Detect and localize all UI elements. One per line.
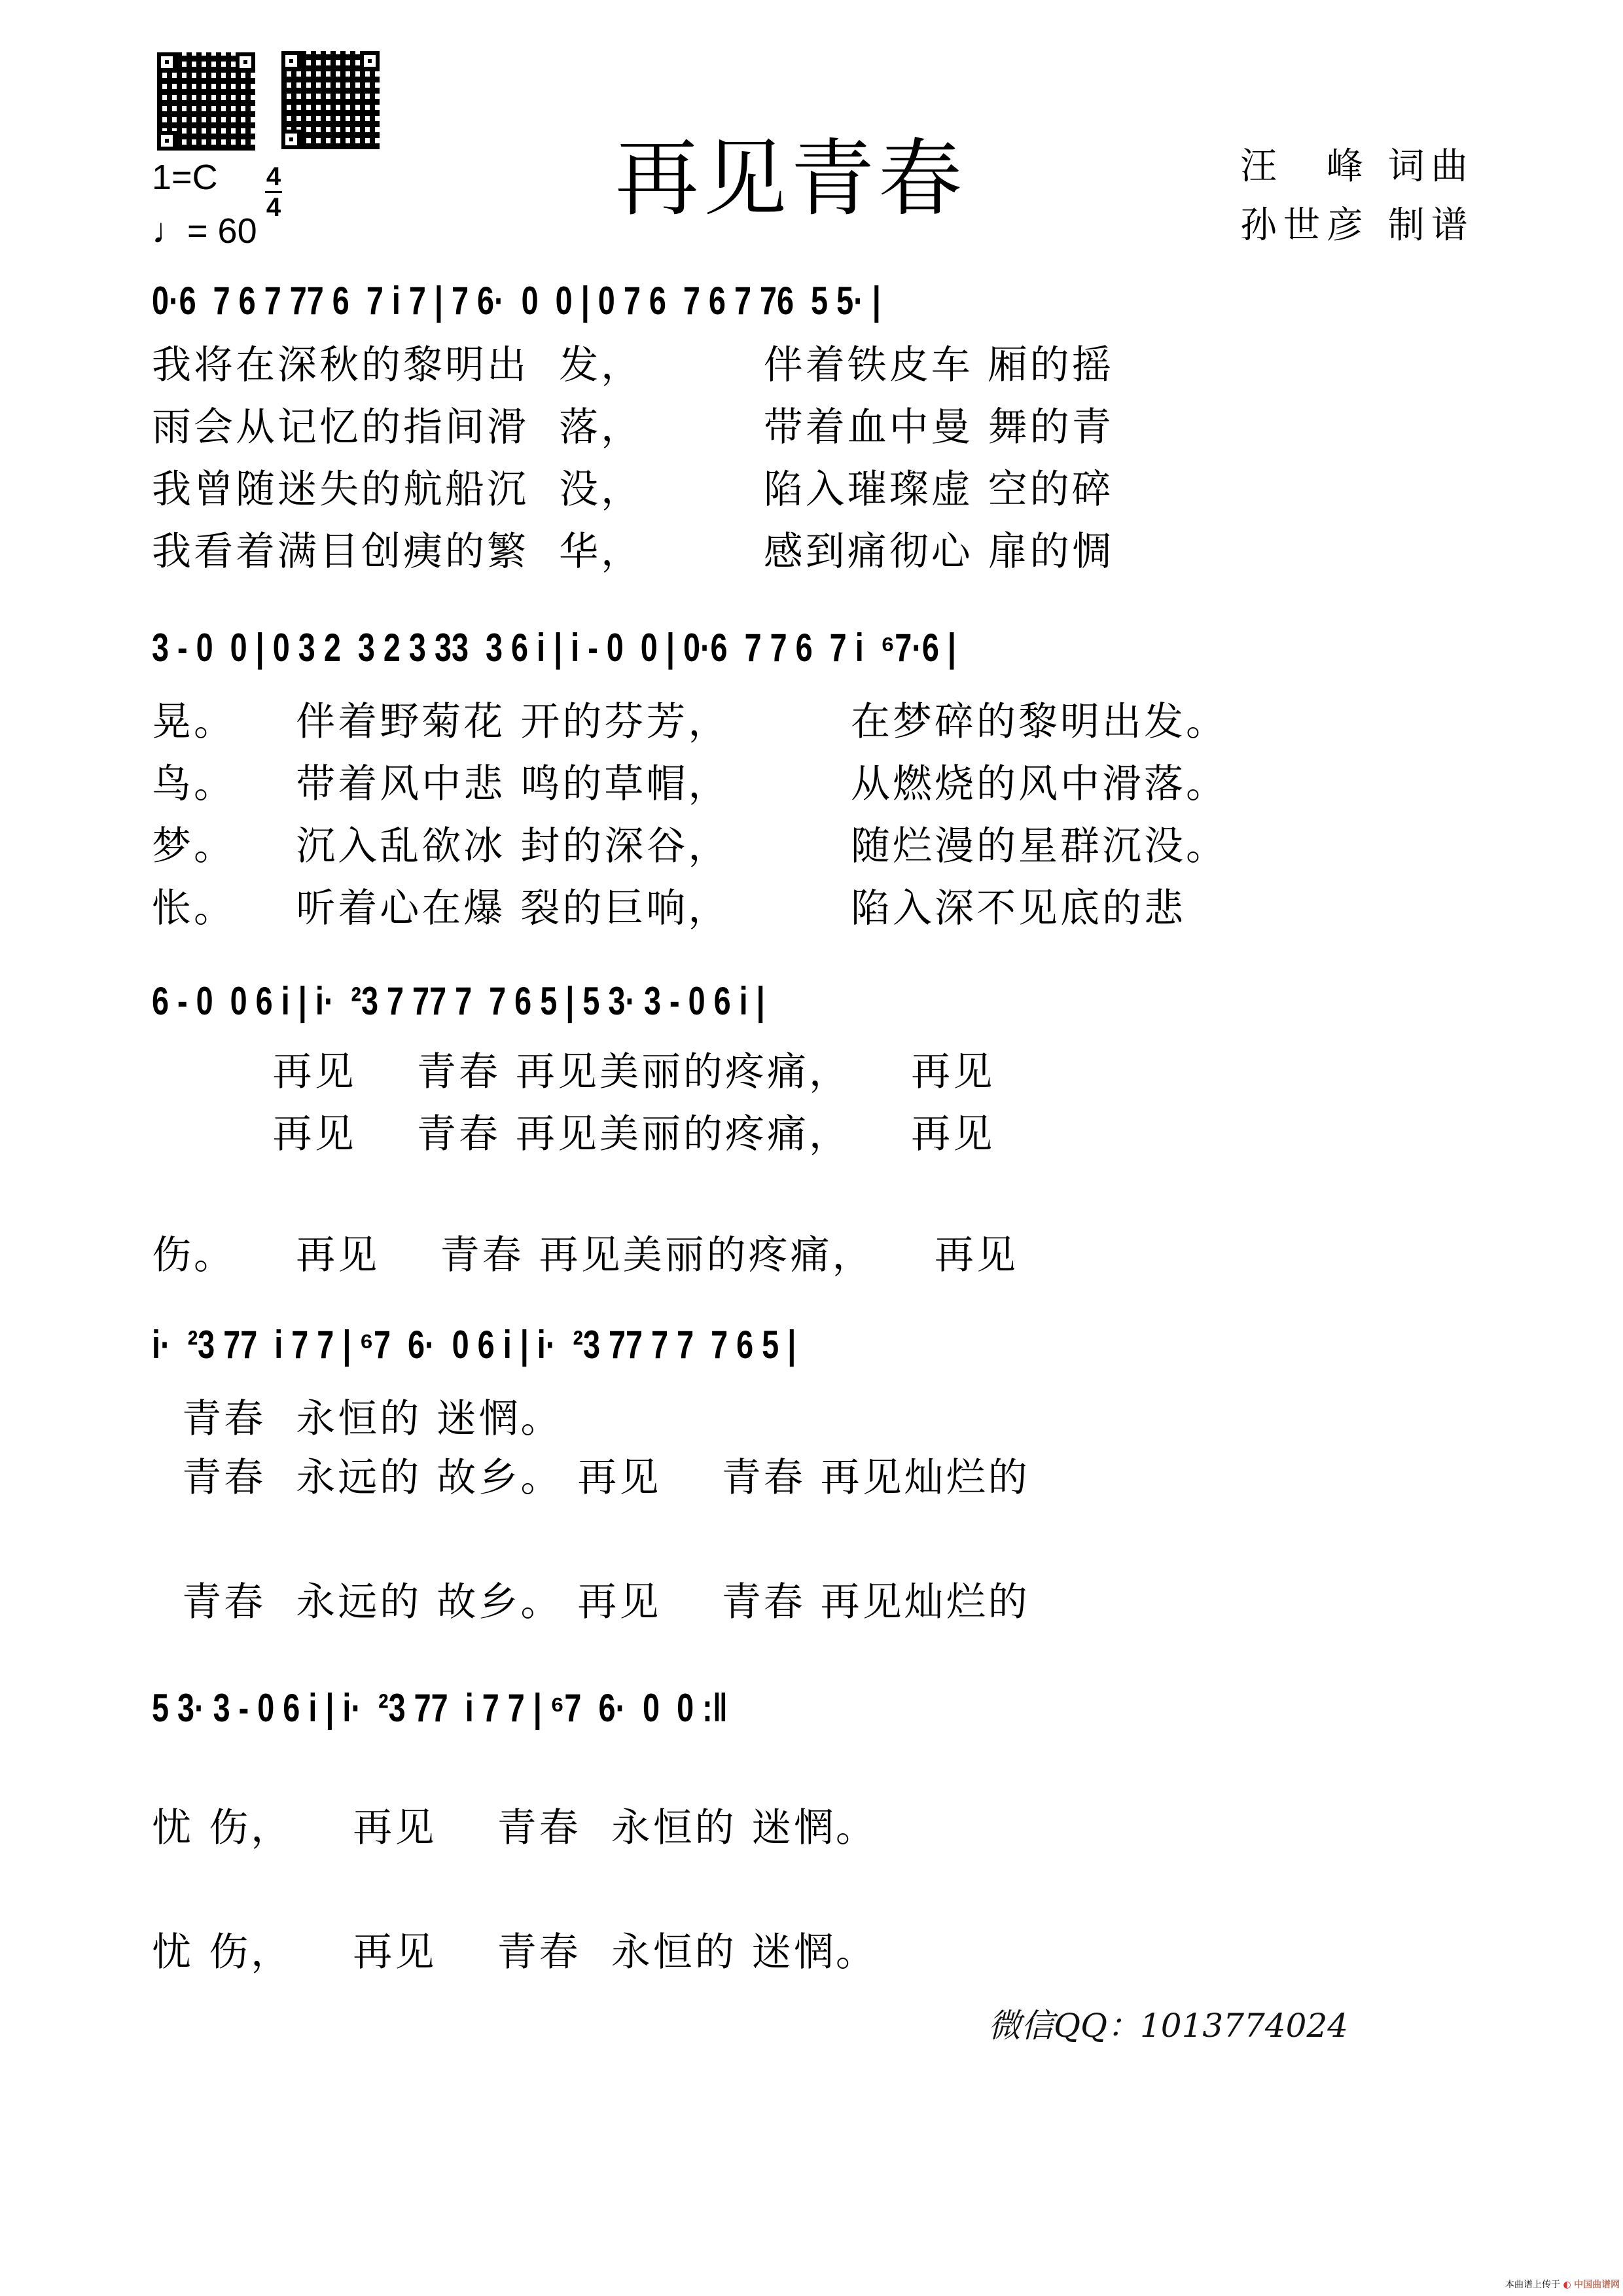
lyric-line: 我将在深秋的黎明出 发， 伴着铁皮车 厢的摇 <box>152 342 1114 388</box>
notation-text: 5 3· 3 - 0 6 i | i· ²3 77 i 7 7 | ⁶7 6· 0 0 :‖ <box>152 1686 728 1730</box>
footer-upload-note <box>1505 2278 1620 2291</box>
lyric-line: 怅。 听着心在爆 裂的巨响， 陷入深不见底的悲 <box>152 886 1186 931</box>
qr-code-right <box>281 51 380 149</box>
lyric-line: 再见 青春 再见美丽的疼痛， 再见 <box>152 1111 995 1157</box>
lyric-line: 忧 伤， 再见 青春 永恒的 迷惘。 <box>152 1929 878 1975</box>
lyric-line: 青春 永远的 故乡。 再见 青春 再见灿烂的 <box>152 1455 1030 1501</box>
lyric-line: 青春 永恒的 迷惘。 <box>152 1396 563 1442</box>
notation-text: 3 - 0 0 | 0 3 2 3 2 3 33 3 6 i | i - 0 0 | 0·6 7 7 6 7 i ⁶7·6 | <box>152 626 957 670</box>
qr-code-left <box>157 52 255 151</box>
lyric-line: 再见 青春 再见美丽的疼痛， 再见 <box>152 1049 995 1095</box>
site-logo-text: 中国曲谱网 <box>1574 2280 1620 2290</box>
notation-line-1 <box>152 265 1482 344</box>
lyric-line: 梦。 沉入乱欲冰 封的深谷， 随烂漫的星群沉没。 <box>152 823 1228 869</box>
site-logo-icon: ◐ <box>1563 2280 1571 2290</box>
lyric-line: 忧 伤， 再见 青春 永恒的 迷惘。 <box>152 1805 878 1851</box>
song-title: 再见青春 <box>615 130 967 228</box>
time-signature <box>265 164 282 221</box>
notation-text: i· ²3 77 i 7 7 | ⁶7 6· 0 6 i | i· ²3 77 7 7 7 6 5 | <box>152 1323 796 1367</box>
lyricist-composer: 汪 峰 词曲 <box>1240 145 1474 188</box>
lyric-line: 青春 永远的 故乡。 再见 青春 再见灿烂的 <box>152 1579 1030 1625</box>
time-signature-numerator: 4 <box>266 162 281 191</box>
notation-line-2 <box>152 612 1482 691</box>
transcriber: 孙世彦 制谱 <box>1240 204 1474 247</box>
notation-text: 6 - 0 0 6 i | i· ²3 7 77 7 7 6 5 | 5 3· 3 - 0 6 i | <box>152 979 765 1023</box>
lyric-line: 伤。 再见 青春 再见美丽的疼痛， 再见 <box>152 1232 1018 1278</box>
contact-watermark: 微信QQ：1013774024 <box>988 2007 1349 2045</box>
time-signature-denominator: 4 <box>266 193 281 222</box>
tempo-marking: ♩= 60 <box>152 211 257 251</box>
lyric-line: 晃。 伴着野菊花 开的芬芳， 在梦碎的黎明出发。 <box>152 699 1228 745</box>
lyric-line: 我看着满目创痍的繁 华， 感到痛彻心 扉的惆 <box>152 529 1114 575</box>
key-signature: 1=C <box>152 158 218 197</box>
notation-line-4 <box>152 1309 1482 1388</box>
notation-line-3 <box>152 965 1482 1044</box>
lyric-line: 鸟。 带着风中悲 鸣的草帽， 从燃烧的风中滑落。 <box>152 761 1228 807</box>
lyric-line: 雨会从记忆的指间滑 落， 带着血中曼 舞的青 <box>152 404 1114 450</box>
footer-upload-text: 本曲谱上传于 <box>1505 2280 1560 2290</box>
notation-text: 0·6 7 6 7 77 6 7 i 7 | 7 6· 0 0 | 0 7 6 7 6 7 76 5 5· | <box>152 279 881 323</box>
notation-line-5 <box>152 1672 1482 1751</box>
lyric-line: 我曾随迷失的航船沉 没， 陷入璀璨虚 空的碎 <box>152 467 1114 512</box>
